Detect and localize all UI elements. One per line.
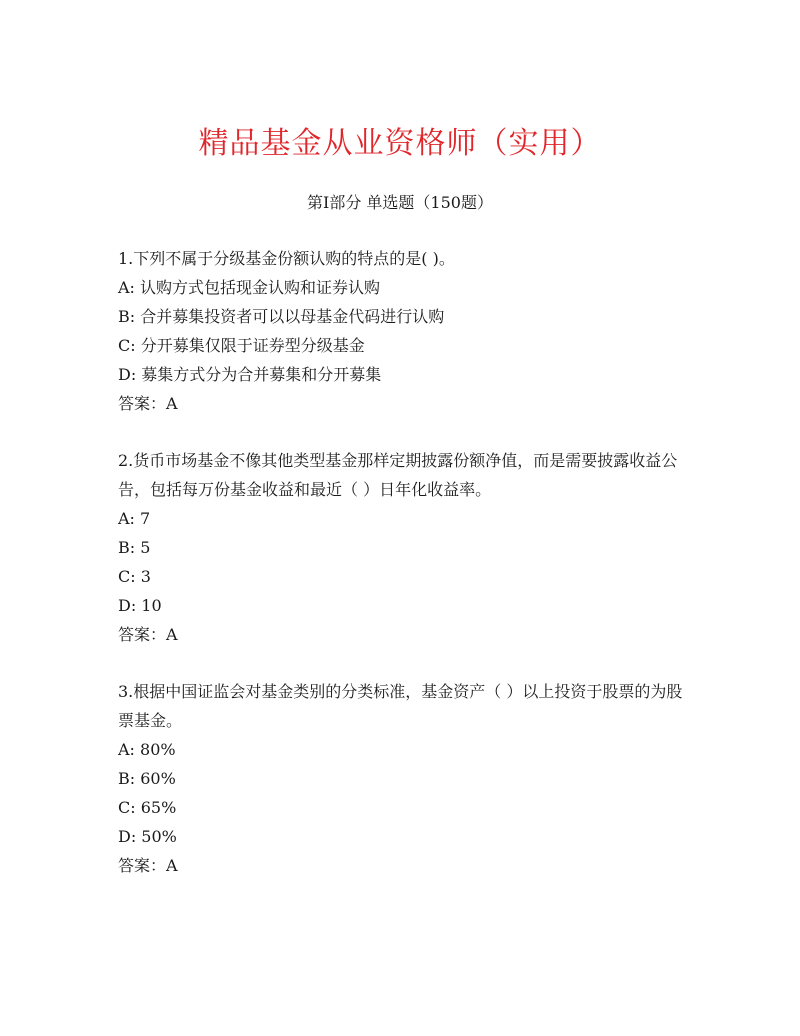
question-item [118, 446, 688, 649]
question-item [118, 677, 688, 880]
option-d: D: 50% [118, 827, 177, 846]
option-b: B: 5 [118, 538, 151, 557]
question-stem: 2.货币市场基金不像其他类型基金那样定期披露份额净值，而是需要披露收益公告，包括每万份基金收益和最近（ ）日年化收益率。 [118, 451, 678, 499]
option-b: B: 合并募集投资者可以以母基金代码进行认购 [118, 307, 445, 326]
answer-line: 答案：A [118, 856, 178, 875]
option-a: A: 80% [118, 740, 176, 759]
question-stem: 3.根据中国证监会对基金类别的分类标准，基金资产（ ）以上投资于股票的为股票基金。 [118, 682, 683, 730]
option-a: A: 7 [118, 509, 151, 528]
option-a: A: 认购方式包括现金认购和证券认购 [118, 278, 381, 297]
option-d: D: 募集方式分为合并募集和分开募集 [118, 365, 382, 384]
option-b: B: 60% [118, 769, 176, 788]
option-d: D: 10 [118, 596, 162, 615]
question-stem: 1.下列不属于分级基金份额认购的特点的是( )。 [118, 249, 455, 268]
option-c: C: 3 [118, 567, 151, 586]
section-title: 第Ⅰ部分 单选题（150题） [307, 193, 493, 212]
option-c: C: 65% [118, 798, 177, 817]
question-item [118, 244, 688, 418]
option-c: C: 分开募集仅限于证券型分级基金 [118, 336, 365, 355]
document-title: 精品基金从业资格师（实用） [198, 126, 602, 161]
answer-line: 答案：A [118, 625, 178, 644]
answer-line: 答案：A [118, 394, 178, 413]
